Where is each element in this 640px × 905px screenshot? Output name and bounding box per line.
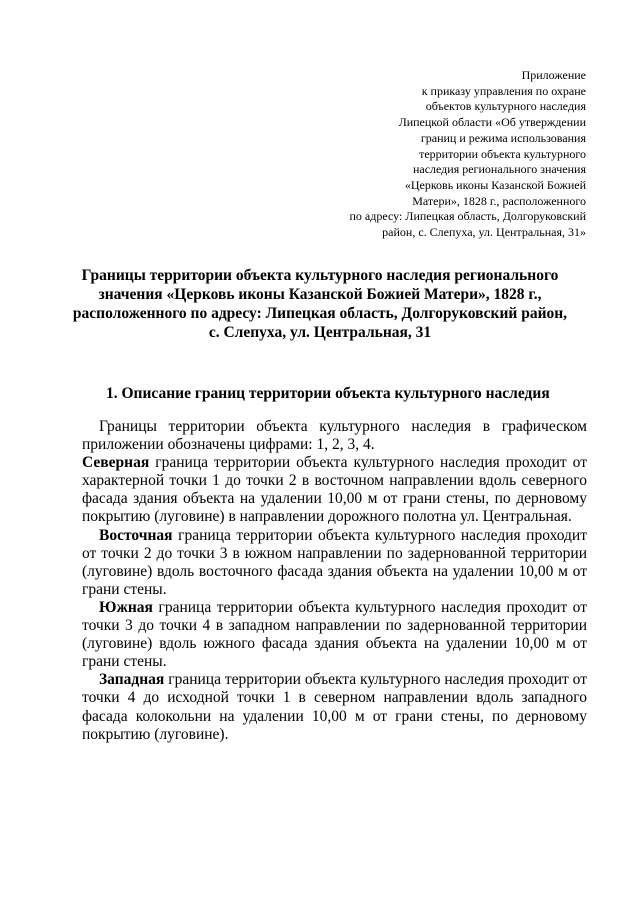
east-text: граница территории объекта культурного наследия проходит от точки 2 до точки 3 в южном направлении по задернованной территории (луговине) вдоль восточного фасада здания объекта на удалении 10,00 м от грани стены. (82, 526, 587, 598)
intro-paragraph-cont (82, 436, 587, 454)
north-text: граница территории объекта культурного наследия проходит от характерной точки 1 до точки 2 в восточном направлении вдоль северного фасада здания объекта на удалении 10,00 м от грани стены, по дерновому покрытию (луговине) в направлении дорожного полотна ул. Центральная. (82, 454, 587, 526)
north-label: Северная (82, 454, 150, 472)
document-title (60, 266, 580, 342)
appendix-line: Матери», 1828 г., расположенного (412, 193, 586, 208)
appendix-line: объектов культурного наследия (425, 99, 586, 114)
appendix-line: «Церковь иконы Казанской Божией (404, 177, 586, 192)
appendix-line: наследия регионального значения (412, 162, 586, 177)
appendix-line: Приложение (521, 68, 586, 82)
intro-line-2: приложении обозначены цифрами: 1, 2, 3, 4. (82, 436, 375, 454)
appendix-note (286, 68, 586, 241)
east-paragraph (82, 527, 587, 599)
appendix-line: район, с. Слепуха, ул. Центральная, 31» (382, 225, 586, 240)
appendix-line: Липецкой области «Об утверждении (398, 115, 586, 130)
title-line: Границы территории объекта культурного наследия регионального (81, 267, 559, 284)
south-text: граница территории объекта культурного наследия проходит от точки 3 до точки 4 в западном направлении по задернованной территории (луговине) вдоль южного фасада здания объекта на удалении 10,00 м от грани стены. (82, 598, 587, 671)
appendix-line: к приказу управления по охране (421, 83, 586, 98)
west-paragraph (82, 671, 587, 743)
title-line: с. Слепуха, ул. Центральная, 31 (208, 324, 432, 341)
section-heading: 1. Описание границ территории объекта культурного наследия (106, 385, 550, 402)
south-paragraph (82, 599, 587, 671)
west-text: граница территории объекта культурного наследия проходит от точки 4 до исходной точки 1 в северном направлении вдоль западного фасада колокольни на удалении 10,00 м от грани стены, по дерновому покрытию (луговине). (82, 671, 587, 743)
appendix-line: территории объекта культурного (419, 146, 586, 161)
east-label: Восточная (99, 526, 173, 544)
title-line: расположенного по адресу: Липецкая область, Долгоруковский район, (72, 305, 568, 322)
west-label: Западная (99, 671, 165, 689)
title-line: значения «Церковь иконы Казанской Божией Матери», 1828 г., (98, 286, 542, 303)
appendix-line: по адресу: Липецкая область, Долгоруковский (349, 209, 586, 224)
intro-paragraph (82, 418, 587, 436)
appendix-line: границ и режима использования (420, 130, 586, 145)
intro-line-1: Границы территории объекта культурного наследия в графическом (99, 418, 587, 435)
body-text (82, 418, 587, 744)
south-label: Южная (99, 598, 153, 616)
north-paragraph (82, 454, 587, 526)
